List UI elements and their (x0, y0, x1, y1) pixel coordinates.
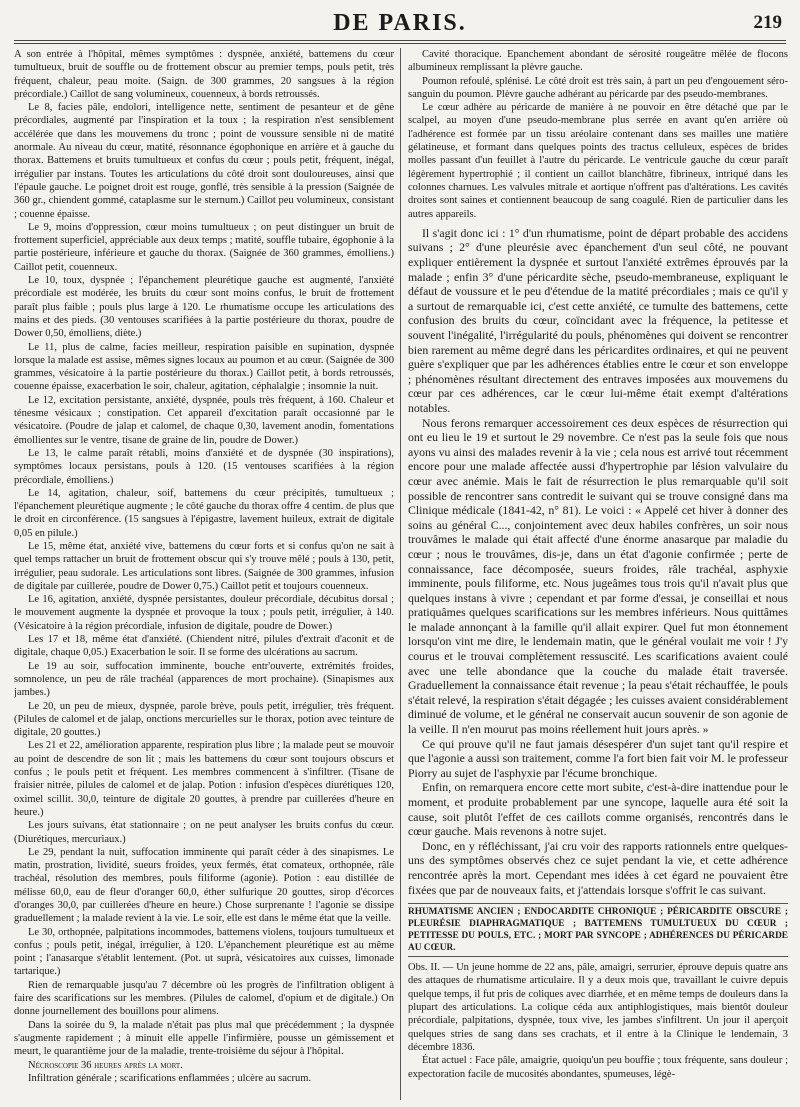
paragraph: Le 30, orthopnée, palpitations incommodes, battemens violens, toujours tumultueux et confus ; pouls petit, inégal, irrégulier, à 120. L'épanchement pleurétique est au même point ; l'anasarque s'établit lentement. (Pot. ut suprà, vésicatoires aux cuisses, limonade tartarique.) (14, 926, 394, 978)
paragraph: Infiltration générale ; scarifications enflammées ; ulcère au sacrum. (28, 1072, 312, 1084)
paragraph: Le cœur adhère au péricarde de manière à ne pouvoir en être détaché que par le scalpel, au moyen d'une pseudo-membrane plus serrée en avant qu'en arrière où l'adhérence est formée par un tissu aréolaire contenant dans ses mailles une matière gélatineuse, et formant dans quelques points des tractus celluleux, espèces de brides molles passant d'un feuillet à l'autre du péricarde. Le ventricule gauche du cœur paraît légèrement hypertrophié ; il contient un caillot blanchâtre, fibrineux, intriqué dans les colonnes charnues. Les valvules mitrale et aortique n'offrent pas d'altérations. Les cavités droites sont saines et contiennent beaucoup de sang coagulé. Rien de particulier dans les autres appareils. (408, 102, 788, 220)
page-number: 219 (753, 12, 782, 33)
case-heading: RHUMATISME ANCIEN ; ENDOCARDITE CHRONIQUE ; PÉRICARDITE OBSCURE ; PLEURÉSIE DIAPHRAGMATIQUE ; BATTEMENS TUMULTUEUX DU CŒUR ; PETITESSE DU POULS, ETC. ; MORT PAR SYNCOPE ; ADHÉRENCES DU PÉRICARDE AU CŒUR. (408, 903, 788, 957)
paragraph: Le 16, agitation, anxiété, dyspnée persistantes, douleur précordiale, décubitus dorsal ; le mouvement augmente la dyspnée et provoque la toux ; pouls petit, irrégulier, à 140. (Vésicatoire à la région précordiale, infusion de digitale, poudre de Dower.) (14, 594, 394, 632)
paragraph: Le 10, toux, dyspnée ; l'épanchement pleurétique gauche est augmenté, l'anxiété précordiale est modérée, les bruits du cœur sont moins confus, le bruit de frottement paraît plus faible ; pouls plus large à 120. Le rhumatisme occupe les articulations des mains et des pieds. (30 ventouses scarifiées à la partie postérieure du thorax, poudre de Dower 0,50, émolliens, diète.) (14, 275, 394, 340)
paragraph: Le 15, même état, anxiété vive, battemens du cœur forts et si confus qu'on ne sait à quel temps rattacher un bruit de frottement obscur qui s'y trouve mêlé ; pouls à 130, petit, irrégulier, peau sudorale. Les articulations sont libres. (Saignée de 300 grammes, infusion de digitale par cuillerée, poudre de Dower 0,75.) Caillot petit et toujours couenneux. (14, 540, 394, 592)
paragraph: Le 13, le calme paraît rétabli, moins d'anxiété et de dyspnée (30 inspirations), symptômes locaux persistans, pouls à 120. (15 ventouses scarifiées à la région précordiale, émolliens.) (14, 447, 394, 486)
paragraph: Donc, en y réfléchissant, j'ai cru voir des rapports rationnels entre quelques-uns des symptômes observés chez ce sujet pendant la vie, et cette adhérence rencontrée après la mort. Cependant mes idées à cet égard ne pouvaient être fixées que par de nouveaux faits, et j'attendais lorsque s'offrit le cas suivant. (408, 838, 788, 897)
paragraph: Enfin, on remarquera encore cette mort subite, c'est-à-dire inattendue pour le moment, et produite probablement par une syncope, laquelle aura été soit la cause, soit plutôt l'effet de ces caillots comme organisés, rencontrés dans le cœur gauche. Mais revenons à notre sujet. (408, 780, 788, 839)
running-title: DE PARIS. (333, 10, 467, 36)
paragraph: Poumon refoulé, splénisé. Le côté droit est très sain, à part un peu d'engouement séro-sanguin du poumon. Plèvre gauche adhérant au péricarde par des pseudo-membranes. (408, 75, 788, 100)
paragraph: Le 9, moins d'oppression, cœur moins tumultueux ; on peut distinguer un bruit de frottement superficiel, appréciable aux deux temps ; matité, souffle tubaire, égophonie à la partie postérieure, inférieure et gauche du thorax. (Saignée de 360 grammes, émolliens.) Caillot petit, couenneux. (14, 221, 394, 273)
paragraph: Le 11, plus de calme, facies meilleur, respiration paisible en supination, dyspnée lorsque la malade est assise, mêmes signes locaux au poumon et au cœur. (Saignée de 300 grammes, vésicatoire à la partie postérieure du thorax.) Caillot petit, à bords retroussés, couenne épaisse, exacerbation le soir, chaleur, agitation, céphalalgie ; insomnie la nuit. (14, 341, 394, 393)
paragraph: Les jours suivans, état stationnaire ; on ne peut analyser les bruits confus du cœur. (Diurétiques, mercuriaux.) (14, 820, 394, 845)
paragraph: Le 14, agitation, chaleur, soif, battemens du cœur précipités, tumultueux ; l'épanchement pleurétique augmente ; le côté gauche du thorax offre 4 centim. de plus que le droit en circonférence. (15 sangsues à l'épigastre, lavement huileux, extrait de digitale 0,05 en pilule.) (14, 487, 394, 539)
paragraph: Rien de remarquable jusqu'au 7 décembre où les progrès de l'infiltration obligent à faire des scarifications sur les membres. (Pilules de calomel, d'opium et de digitale.) On donne journellement des bouillons pour alimens. (14, 979, 394, 1018)
paragraph: Dans la soirée du 9, la malade n'était pas plus mal que précédemment ; la dyspnée s'augmente rapidement ; à minuit elle appelle l'infirmière, pousse un gémissement et meurt, le quarantième jour de la maladie, trente-troisième du séjour à l'hôpital. (14, 1019, 394, 1058)
paragraph: Le 19 au soir, suffocation imminente, bouche entr'ouverte, extrémités froides, somnolence, un peu de râle trachéal (apparences de mort prochaine). (Sinapismes aux jambes.) (14, 660, 394, 699)
paragraph: Le 20, un peu de mieux, dyspnée, parole brève, pouls petit, irrégulier, très fréquent. (Pilules de calomel et de jalap, onctions mercurielles sur le thorax, potion avec teinture de digitale, 20 gouttes.) (14, 700, 394, 739)
necroscopy-heading: Nécroscopie 36 heures après la mort. (28, 1059, 183, 1071)
left-column (14, 48, 394, 1100)
paragraph: État actuel : Face pâle, amaigrie, quoiqu'un peu bouffie ; toux fréquente, sans douleur ; expectoration facile de mucosités abondantes, spumeuses, légè- (408, 1055, 788, 1080)
header-rule (14, 40, 786, 44)
column-divider (400, 48, 401, 1100)
paragraph: Il s'agit donc ici : 1° d'un rhumatisme, point de départ probable des accidens suivans ; 2° d'une pleurésie avec épanchement d'un seul côté, ne pouvant expliquer entièrement la dyspnée et surtout l'anxiété extrêmes éprouvés par la malade ; enfin 3° d'une péricardite sèche, pseudo-membraneuse, expliquant le défaut de voussure et le peu d'étendue de la matité précordiales ; mais ce qu'il y a surtout de remarquable ici, c'est cette anxiété, ce tumulte des battemens, cette confusion des bruits du cœur, coïncidant avec la fréquence, la petitesse et souvent l'inégalité, l'irrégularité du pouls, phénomènes qui doivent se rencontrer bien rarement au même degré dans les péricardites ordinaires, et qui ne peuvent guère s'expliquer que par les adhérences établies entre le cœur et son enveloppe ; phénomènes résultant directement des entraves imposées aux mouvemens du cœur par ces adhérences, car le cœur lui-même était exempt d'altérations notables. (408, 225, 788, 415)
page-header (14, 6, 786, 36)
paragraph: Le 8, facies pâle, endolori, intelligence nette, sentiment de pesanteur et de gêne précordiales, augmenté par l'inspiration et la toux ; la respiration n'est sensiblement accélérée que dans les mouvemens du tronc ; point de voussure sensible ni de matité anormale. Au niveau du cœur, matité, résonnance égophonique en arrière et à gauche du thorax. Battemens et bruits tumultueux et confus du cœur ; pouls petit, fréquent, inégal, irrégulier par instans. Toutes les articulations du côté droit sont douloureuses, ainsi que l'épaule gauche. Le poignet droit est rouge, gonflé, très sensible à la pression (Saignée de 360 gr., chiendent gommé, cataplasme sur le sternum.) Caillot peu volumineux, consistant ; couenne épaisse. (14, 102, 394, 220)
paragraph: A son entrée à l'hôpital, mêmes symptômes : dyspnée, anxiété, battemens du cœur tumultueux, bruit de souffle ou de frottement obscur au premier temps, pouls petit, très fréquent, chaleur, peau moite. (Saign. de 300 grammes, 20 sangsues à la région précordiale.) Caillot de sang volumineux, couenneux, à bords retroussés. (14, 49, 394, 100)
paragraph: Les 17 et 18, même état d'anxiété. (Chiendent nitré, pilules d'extrait d'aconit et de digitale, chaque 0,05.) Exacerbation le soir. Il se forme des ulcérations au sacrum. (14, 634, 394, 659)
paragraph: Cavité thoracique. Epanchement abondant de sérosité rougeâtre mêlée de flocons albumineux remplissant la plèvre gauche. (408, 49, 788, 74)
paragraph: Obs. II. — Un jeune homme de 22 ans, pâle, amaigri, serrurier, éprouve depuis quatre ans des attaques de rhumatisme articulaire. Il y a deux mois que, travaillant le cuivre depuis quelque temps, il fut pris de coliques avec diarrhée, et en même temps de douleurs dans la plupart des articulations. La colique céda aux antiphlogistiques, mais bientôt douleur précordiale, palpitations, dyspnée, toux vive, les jambes s'infiltrent. Un jour il aperçoit quelques stries de sang dans ses crachats, et il entre à la Clinique le lendemain, 3 décembre 1836. (408, 962, 788, 1053)
paragraph: Ce qui prouve qu'il ne faut jamais désespérer d'un sujet tant qu'il respire et que l'agonie a aussi son traitement, comme l'a fort bien fait voir M. le professeur Piorry au sujet de l'asphyxie par l'écume bronchique. (408, 736, 788, 780)
right-column (408, 48, 788, 1100)
paragraph: Le 29, pendant la nuit, suffocation imminente qui paraît céder à des sinapismes. Le matin, prostration, lividité, sueurs froides, yeux fermés, état comateux, orthopnée, râle trachéal, résolution des membres, pouls filiforme (agonie). Potion : eau distillée de mélisse 60,0, eau de fleur d'oranger 60,0, éther sulfurique 20 gouttes, sirop d'écorces d'oranges 30,0, par cuillerées d'heure en heure.) Chose surprenante ! l'agonie se dissipe graduellement ; la malade revient à la vie. Le soir, elle est dans le même état que la veille. (14, 846, 394, 925)
paragraph: Nous ferons remarquer accessoirement ces deux espèces de résurrection qui ont eu lieu le 19 et surtout le 29 novembre. Ce n'est pas la seule fois que nous ayons vu ainsi des malades revenir à la vie ; cela nous est arrivé tout récemment encore pour une malade affectée aussi d'hypertrophie par lésion valvulaire du cœur avec anémie. Mais le fait de résurrection le plus remarquable qu'il soit possible de rencontrer sans contredit le suivant qui se trouve consigné dans ma Clinique médicale (1841-42, n° 81). Le voici : « Appelé cet hiver à donner des soins au général C..., conjointement avec deux habiles confrères, un soir nous trouvâmes le malade qui était affecté d'une énorme anasarque par maladie du cœur ; nous le trouvâmes, dis-je, dans un état d'agonie confirmée ; perte de connaissance, face décomposée, sueurs froides, râle trachéal, asphyxie imminente, pouls filiforme, etc. Nous jugeâmes tous trois qu'il n'avait plus que quelques instans à vivre ; cependant et par forme d'essai, je conseillai et nous pratiquâmes quelques scarifications sur les membres inférieurs. Nous quittâmes le malade annonçant à la famille qu'il allait expirer. Quel fut mon étonnement lorsqu'on vint me dire, le lendemain matin, que le général voulait me voir ! J'y courus et le trouvai complètement ressuscité. Les scarifications avaient coulé avec une telle abondance que la couche du malade était traversée. Graduellement la connaissance était revenue ; la peau s'était réchauffée, le pouls s'était relevé, la respiration s'était dégagée ; les cuisses avaient considérablement diminué de volume, et le général ne conservait aucun souvenir de son agonie de la veille. Il n'en mourut pas moins réellement huit jours après. » (408, 415, 788, 737)
paragraph: Les 21 et 22, amélioration apparente, respiration plus libre ; la malade peut se mouvoir au point de descendre de son lit ; mais les battemens du cœur sont toujours obscurs et confus ; le pouls petit et fréquent. Les membres commencent à s'infiltrer. (Tisane de fraisier nitrée, pilules de calomel et de jalap. Potion : infusion d'espèces diurétiques 120, oximel scillit. 30,0, teinture de digitale 20 gouttes, à prendre par cuillerées d'heure en heure.) (14, 740, 394, 818)
paragraph: Le 12, excitation persistante, anxiété, dyspnée, pouls très fréquent, à 160. Chaleur et ténesme vésicaux ; constipation. Cet appareil d'excitation paraît occasionné par le vésicatoire. (Poudre de jalap et calomel, de chaque 0,30, lavement anodin, fomentations émollientes sur le ventre, tisane de graine de lin, poudre de Dower.) (14, 394, 394, 446)
